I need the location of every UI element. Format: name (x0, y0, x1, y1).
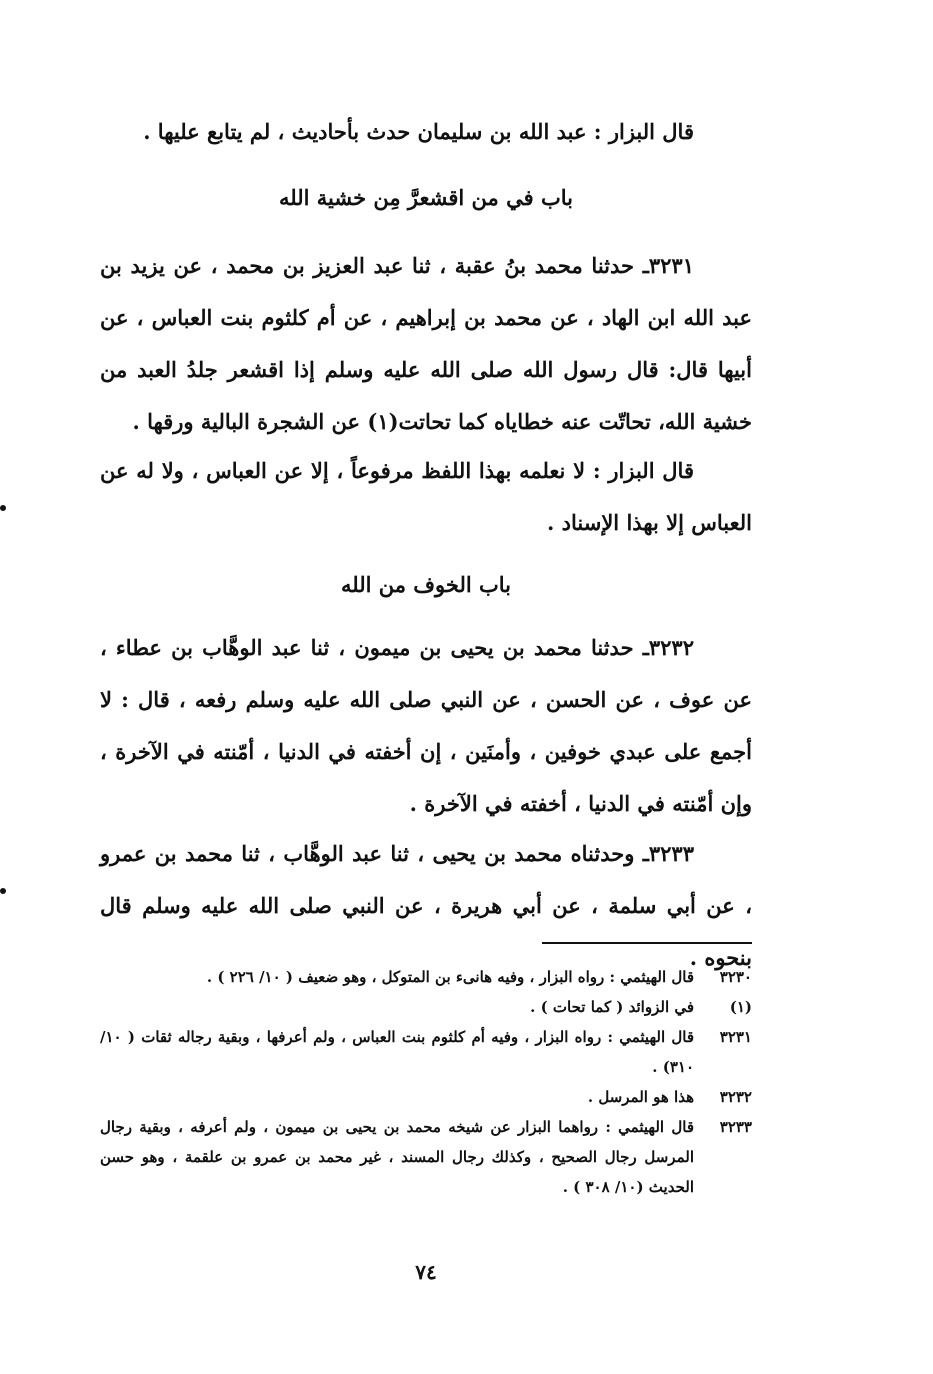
footnotes (100, 962, 752, 1202)
footnote-number: ٣٢٣١ (719, 1028, 752, 1046)
chapter-heading-fear: باب الخوف من الله (340, 572, 512, 597)
bazzar-comment (100, 445, 752, 549)
hadith-number: ٣٢٣٢ (648, 635, 694, 660)
hadith-text: ـ وحدثناه محمد بن يحيى ، ثنا عبد الوهَّاب ، ثنا محمد بن عمرو ، عن أبي سلمة ، عن أبي هريرة ، عن النبي صلى الله عليه وسلم قال بنحوه . (100, 841, 752, 970)
footnote-text: في الزوائد ( كما تحات ) . (530, 998, 694, 1016)
footnote-number: (١) (729, 998, 752, 1016)
hadith-3232 (100, 622, 752, 830)
footnote-item (100, 1082, 752, 1112)
footnote-text: قال الهيثمي : رواه البزار ، وفيه أم كلثوم بنت العباس ، ولم أعرفها ، وبقية رجاله ثقات ( ١٠/ ٣١٠) . (100, 1028, 694, 1076)
footnote-item (100, 992, 752, 1022)
footnote-number: ٣٢٣٣ (719, 1118, 752, 1136)
footnote-number: ٣٢٣٢ (719, 1088, 752, 1106)
footnote-item (100, 962, 752, 992)
hadith-number: ٣٢٣٣ (648, 841, 694, 866)
page-number: ٧٤ (415, 1260, 437, 1284)
hadith-text: ـ حدثنا محمد بن يحيى بن ميمون ، ثنا عبد الوهَّاب بن عطاء ، عن عوف ، عن الحسن ، عن النبي صلى الله عليه وسلم رفعه ، قال : لا أجمع على عبدي خوفين ، وأمنَين ، إن أخفته في الدنيا ، أمّنته في الآخرة ، وإن أمّنته في الدنيا ، أخفته في الآخرة . (100, 635, 752, 816)
footnote-number: ٣٢٣٠ (719, 968, 752, 986)
footnote-item (100, 1112, 752, 1202)
intro-text: قال البزار : عبد الله بن سليمان حدث بأحاديث ، لم يتابع عليها . (143, 119, 694, 144)
scan-mark (0, 505, 6, 511)
footnote-text: هذا هو المرسل . (587, 1088, 694, 1106)
hadith-number: ٣٢٣١ (648, 253, 694, 278)
chapter-heading-shivering: باب في من اقشعرَّ مِن خشية الله (279, 185, 573, 210)
footnote-text: قال الهيثمي : رواه البزار ، وفيه هانىء بن المتوكل ، وهو ضعيف ( ١٠/ ٢٢٦ ) . (206, 968, 694, 986)
comment-text: قال البزار : لا نعلمه بهذا اللفظ مرفوعاً ، إلا عن العباس ، ولا له عن العباس إلا بهذا الإسناد . (100, 458, 752, 535)
hadith-text: ـ حدثنا محمد بنُ عقبة ، ثنا عبد العزيز بن محمد ، عن يزيد بن عبد الله ابن الهاد ، عن محمد بن إبراهيم ، عن أم كلثوم بنت العباس ، عن أبيها قال: قال رسول الله صلى الله عليه وسلم إذا اقشعر جلدُ العبد من خشية الله، تحاتّت عنه خطاياه كما تحاتت(١) عن الشجرة البالية ورقها . (100, 253, 752, 434)
hadith-3233 (100, 828, 752, 984)
book-page (100, 100, 752, 1320)
footnote-item (100, 1022, 752, 1082)
footnote-divider (542, 942, 752, 944)
scan-mark (0, 888, 6, 894)
hadith-3231 (100, 240, 752, 448)
footnote-text: قال الهيثمي : رواهما البزار عن شيخه محمد بن يحيى بن ميمون ، ولم أعرفه ، وبقية رجال المرسل رجال الصحيح ، وكذلك رجال المسند ، غير محمد بن عمرو بن علقمة ، وهو حسن الحديث (١٠/ ٣٠٨ ) . (100, 1118, 694, 1196)
